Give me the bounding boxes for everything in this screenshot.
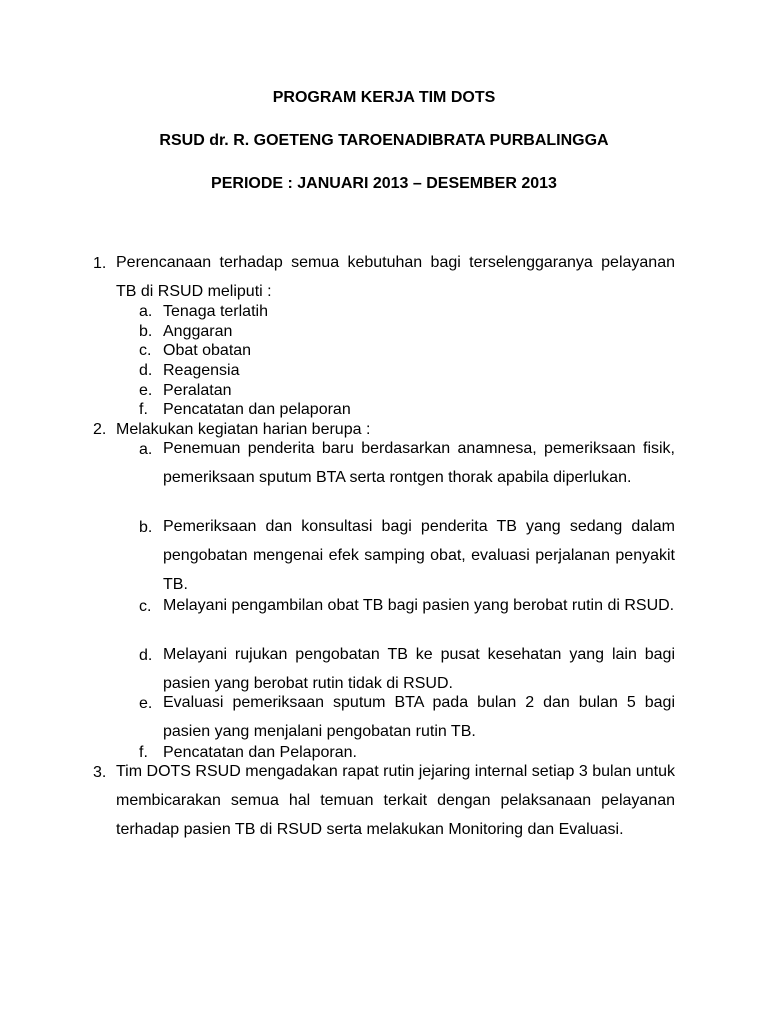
sub-item-text: Tenaga terlatih: [163, 303, 268, 320]
sub-item-text: Pencatatan dan pelaporan: [163, 401, 351, 418]
sub-letter: b.: [139, 323, 153, 340]
item-text: Perencanaan terhadap semua kebutuhan bagi terselenggaranya pelayanan TB di RSUD meliputi :: [116, 254, 675, 300]
sub-item-text: Evaluasi pemeriksaan sputum BTA pada bulan 2 dan bulan 5 bagi pasien yang menjalani pengobatan rutin TB.: [163, 694, 675, 740]
sub-item-text: Anggaran: [163, 323, 233, 340]
item-text: Melakukan kegiatan harian berupa :: [116, 421, 371, 438]
sub-letter: c.: [139, 342, 152, 359]
item-number: 3.: [93, 764, 107, 781]
item-number: 2.: [93, 421, 107, 438]
sub-letter: d.: [139, 647, 153, 664]
sub-item-text: Peralatan: [163, 382, 232, 399]
sub-item-text: Melayani pengambilan obat TB bagi pasien yang berobat rutin di RSUD.: [163, 597, 675, 614]
sub-letter: d.: [139, 362, 153, 379]
sub-letter: a.: [139, 441, 153, 458]
sub-letter: a.: [139, 303, 153, 320]
sub-letter: e.: [139, 695, 153, 712]
item-number: 1.: [93, 255, 107, 272]
sub-letter: f.: [139, 401, 148, 418]
sub-item-text: Penemuan penderita baru berdasarkan anamnesa, pemeriksaan fisik, pemeriksaan sputum BTA serta rontgen thorak apabila diperlukan.: [163, 440, 675, 486]
period: PERIODE : JANUARI 2013 – DESEMBER 2013: [211, 175, 557, 192]
sub-item-text: Pencatatan dan Pelaporan.: [163, 744, 357, 761]
sub-item-text: Obat obatan: [163, 342, 252, 359]
item-text: Tim DOTS RSUD mengadakan rapat rutin jejaring internal setiap 3 bulan untuk membicarakan semua hal temuan terkait dengan pelaksanaan pelayanan terhadap pasien TB di RSUD serta melakukan Monitoring dan Evaluasi.: [116, 763, 675, 838]
sub-letter: b.: [139, 519, 153, 536]
sub-item-text: Pemeriksaan dan konsultasi bagi penderita TB yang sedang dalam pengobatan mengenai efek samping obat, evaluasi perjalanan penyakit TB.: [163, 518, 675, 593]
hospital-name: RSUD dr. R. GOETENG TAROENADIBRATA PURBALINGGA: [159, 132, 609, 149]
sub-item-text: Melayani rujukan pengobatan TB ke pusat kesehatan yang lain bagi pasien yang berobat rutin tidak di RSUD.: [163, 646, 675, 692]
sub-letter: c.: [139, 598, 152, 615]
sub-letter: f.: [139, 744, 148, 761]
sub-item-text: Reagensia: [163, 362, 240, 379]
sub-letter: e.: [139, 382, 153, 399]
document-title: PROGRAM KERJA TIM DOTS: [272, 89, 496, 106]
